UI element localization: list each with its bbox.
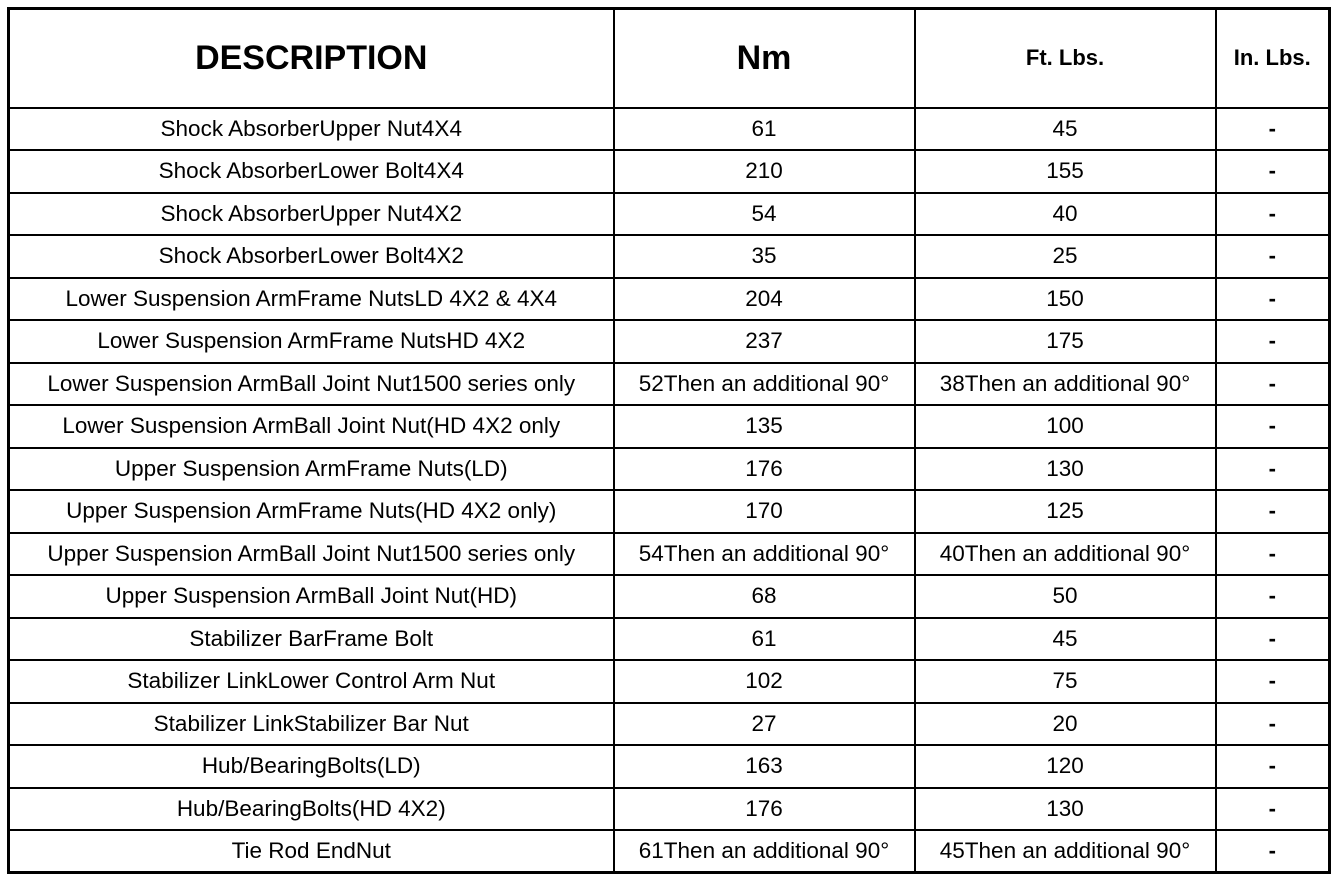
table-row xyxy=(9,448,1330,491)
cell-in-lbs: - xyxy=(1216,150,1330,193)
table-row xyxy=(9,745,1330,788)
cell-in-lbs: - xyxy=(1216,575,1330,618)
table-row xyxy=(9,703,1330,746)
cell-nm: 204 xyxy=(614,278,915,321)
cell-nm: 54 xyxy=(614,193,915,236)
table-row xyxy=(9,575,1330,618)
cell-in-lbs: - xyxy=(1216,235,1330,278)
torque-spec-table xyxy=(7,7,1331,874)
table-row xyxy=(9,278,1330,321)
cell-description: Hub/BearingBolts(LD) xyxy=(9,745,614,788)
cell-description: Hub/BearingBolts(HD 4X2) xyxy=(9,788,614,831)
cell-nm: 35 xyxy=(614,235,915,278)
cell-ft-lbs: 150 xyxy=(915,278,1216,321)
cell-ft-lbs: 100 xyxy=(915,405,1216,448)
cell-ft-lbs: 45 xyxy=(915,108,1216,151)
cell-in-lbs: - xyxy=(1216,660,1330,703)
cell-in-lbs: - xyxy=(1216,533,1330,576)
cell-description: Upper Suspension ArmBall Joint Nut(HD) xyxy=(9,575,614,618)
table-body xyxy=(9,108,1330,873)
cell-ft-lbs: 50 xyxy=(915,575,1216,618)
table-row xyxy=(9,660,1330,703)
cell-in-lbs: - xyxy=(1216,490,1330,533)
column-header-ft-lbs: Ft. Lbs. xyxy=(915,9,1216,108)
cell-ft-lbs: 125 xyxy=(915,490,1216,533)
table-row xyxy=(9,830,1330,873)
cell-ft-lbs: 75 xyxy=(915,660,1216,703)
cell-ft-lbs: 120 xyxy=(915,745,1216,788)
cell-in-lbs: - xyxy=(1216,363,1330,406)
cell-ft-lbs: 38Then an additional 90° xyxy=(915,363,1216,406)
cell-description: Tie Rod EndNut xyxy=(9,830,614,873)
cell-ft-lbs: 45 xyxy=(915,618,1216,661)
column-header-in-lbs: In. Lbs. xyxy=(1216,9,1330,108)
cell-nm: 61 xyxy=(614,108,915,151)
cell-nm: 135 xyxy=(614,405,915,448)
cell-ft-lbs: 130 xyxy=(915,448,1216,491)
table-row xyxy=(9,618,1330,661)
cell-description: Upper Suspension ArmBall Joint Nut1500 series only xyxy=(9,533,614,576)
cell-nm: 27 xyxy=(614,703,915,746)
cell-ft-lbs: 45Then an additional 90° xyxy=(915,830,1216,873)
cell-description: Lower Suspension ArmFrame NutsLD 4X2 & 4X4 xyxy=(9,278,614,321)
cell-nm: 163 xyxy=(614,745,915,788)
cell-nm: 52Then an additional 90° xyxy=(614,363,915,406)
cell-description: Lower Suspension ArmFrame NutsHD 4X2 xyxy=(9,320,614,363)
table-row xyxy=(9,235,1330,278)
cell-in-lbs: - xyxy=(1216,618,1330,661)
cell-description: Upper Suspension ArmFrame Nuts(HD 4X2 only) xyxy=(9,490,614,533)
cell-in-lbs: - xyxy=(1216,405,1330,448)
cell-in-lbs: - xyxy=(1216,788,1330,831)
cell-ft-lbs: 40Then an additional 90° xyxy=(915,533,1216,576)
cell-description: Lower Suspension ArmBall Joint Nut(HD 4X2 only xyxy=(9,405,614,448)
cell-description: Lower Suspension ArmBall Joint Nut1500 series only xyxy=(9,363,614,406)
cell-description: Stabilizer LinkLower Control Arm Nut xyxy=(9,660,614,703)
cell-ft-lbs: 25 xyxy=(915,235,1216,278)
cell-nm: 210 xyxy=(614,150,915,193)
cell-description: Upper Suspension ArmFrame Nuts(LD) xyxy=(9,448,614,491)
table-header-row xyxy=(9,9,1330,108)
table-row xyxy=(9,320,1330,363)
cell-description: Stabilizer LinkStabilizer Bar Nut xyxy=(9,703,614,746)
cell-nm: 61 xyxy=(614,618,915,661)
cell-nm: 102 xyxy=(614,660,915,703)
cell-ft-lbs: 40 xyxy=(915,193,1216,236)
table-row xyxy=(9,108,1330,151)
cell-nm: 237 xyxy=(614,320,915,363)
cell-in-lbs: - xyxy=(1216,278,1330,321)
table-row xyxy=(9,363,1330,406)
cell-ft-lbs: 155 xyxy=(915,150,1216,193)
column-header-description: DESCRIPTION xyxy=(9,9,614,108)
cell-ft-lbs: 20 xyxy=(915,703,1216,746)
cell-description: Shock AbsorberLower Bolt4X4 xyxy=(9,150,614,193)
cell-in-lbs: - xyxy=(1216,703,1330,746)
cell-description: Stabilizer BarFrame Bolt xyxy=(9,618,614,661)
cell-nm: 170 xyxy=(614,490,915,533)
cell-description: Shock AbsorberUpper Nut4X2 xyxy=(9,193,614,236)
table-row xyxy=(9,193,1330,236)
cell-in-lbs: - xyxy=(1216,108,1330,151)
cell-in-lbs: - xyxy=(1216,745,1330,788)
table-row xyxy=(9,533,1330,576)
cell-in-lbs: - xyxy=(1216,448,1330,491)
cell-in-lbs: - xyxy=(1216,320,1330,363)
table-row xyxy=(9,788,1330,831)
cell-nm: 54Then an additional 90° xyxy=(614,533,915,576)
cell-in-lbs: - xyxy=(1216,830,1330,873)
cell-nm: 68 xyxy=(614,575,915,618)
column-header-nm: Nm xyxy=(614,9,915,108)
cell-description: Shock AbsorberUpper Nut4X4 xyxy=(9,108,614,151)
table-row xyxy=(9,405,1330,448)
table-row xyxy=(9,490,1330,533)
cell-nm: 176 xyxy=(614,788,915,831)
cell-in-lbs: - xyxy=(1216,193,1330,236)
cell-nm: 176 xyxy=(614,448,915,491)
cell-nm: 61Then an additional 90° xyxy=(614,830,915,873)
cell-ft-lbs: 175 xyxy=(915,320,1216,363)
torque-spec-sheet xyxy=(7,7,1328,871)
cell-description: Shock AbsorberLower Bolt4X2 xyxy=(9,235,614,278)
cell-ft-lbs: 130 xyxy=(915,788,1216,831)
table-row xyxy=(9,150,1330,193)
